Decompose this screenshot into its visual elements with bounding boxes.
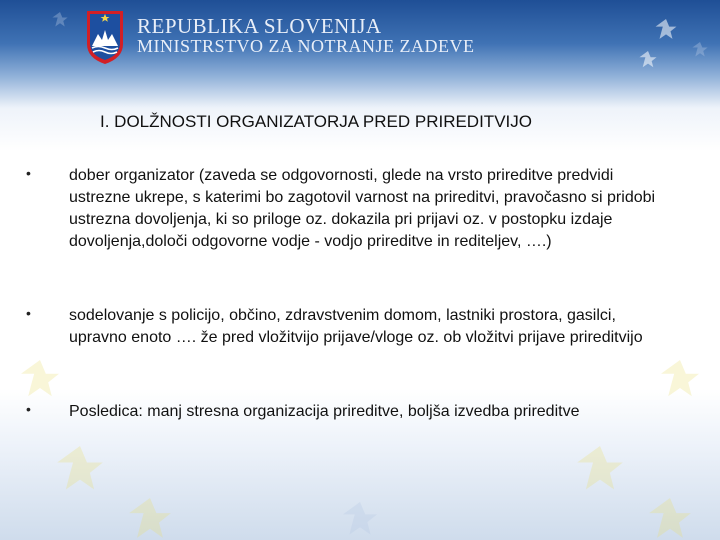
star-icon <box>57 446 103 489</box>
bullet-text: Posledica: manj stresna organizacija prireditve, boljša izvedba prireditve <box>69 403 580 420</box>
bullet-text: sodelovanje s policijo, občino, zdravstvenim domom, lastniki prostora, gasilci, upravno enoto …. že pred vložitvijo prijave/vloge oz. ob vložitvi prijave prireditvijo <box>69 307 643 346</box>
coat-of-arms-icon <box>84 8 126 66</box>
star-icon <box>21 360 59 396</box>
bullet-marker: • <box>26 305 31 321</box>
star-icon <box>649 498 691 538</box>
header <box>0 0 720 80</box>
bullet-text: dober organizator (zaveda se odgovornosti, glede na vrsto prireditve predvidi ustrezne ukrepe, s katerimi bo zagotovil varnost na prireditvi, pravočasno si pridobi ustrezna dovoljenja, ki so priloge oz. dokazila pri prijavi oz. v postopku izdaje dovoljenja,določi odgovorne vodje - vodjo prireditve in rediteljev, ….) <box>69 167 656 250</box>
header-subtitle: MINISTRSTVO ZA NOTRANJE ZADEVE <box>137 36 475 56</box>
header-title: REPUBLIKA SLOVENIJA <box>137 14 382 38</box>
star-icon <box>343 502 377 535</box>
bullet-marker: • <box>26 401 31 417</box>
slide-heading: I. DOLŽNOSTI ORGANIZATORJA PRED PRIREDITVIJO <box>100 112 532 131</box>
bullet-marker: • <box>26 165 31 181</box>
star-icon <box>129 498 171 538</box>
star-icon <box>661 360 699 396</box>
star-icon <box>577 446 623 489</box>
